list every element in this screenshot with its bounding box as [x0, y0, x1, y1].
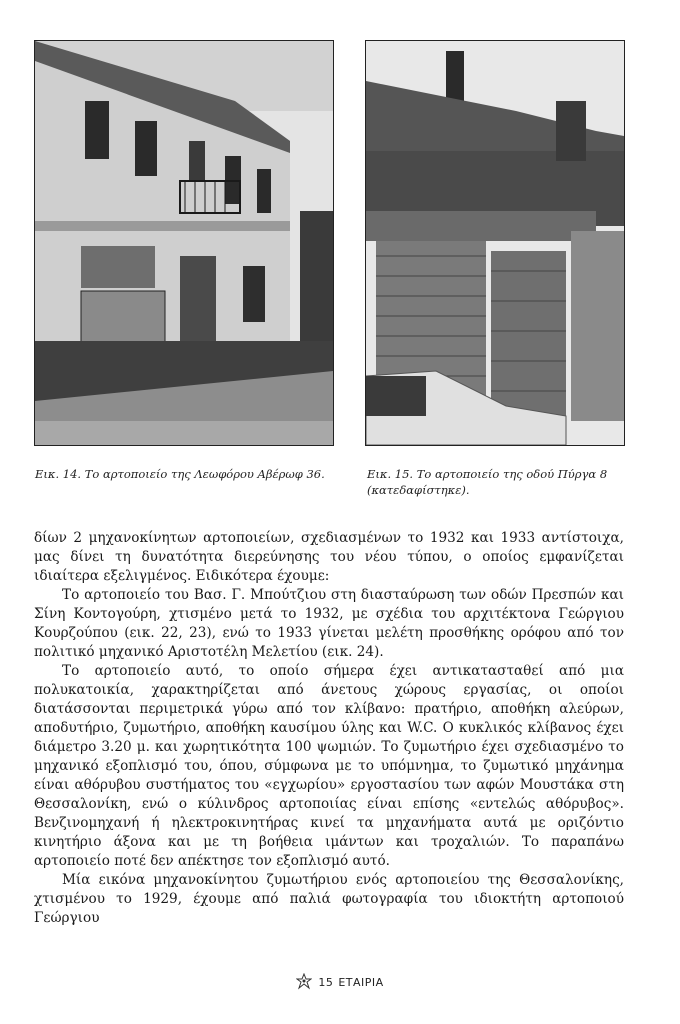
photo-bakery-pyrga-image: [366, 41, 624, 445]
footer-label: ΕΤΑΙΡΙΑ: [338, 975, 384, 989]
society-emblem-icon: [296, 973, 312, 991]
page-footer: [0, 973, 680, 991]
article-body: [34, 529, 624, 928]
paragraph: Το αρτοποιείο αυτό, το οποίο σήμερα έχει αντικατασταθεί από μια πολυκατοικία, χαρακτηρίζεται από άνετους χώρους εργασίας, οι οποίοι διατάσσονται περιμετρικά γύρω από τον κλίβανο: πρατήριο, αποθήκη αλεύρων, αποδυτήριο, ζυμωτήριο, αποθήκη καυσίμου ύλης και W.C. Ο κυκλικός κλίβανος έχει διάμετρο 3.20 μ. και χωρητικότητα 100 ψωμιών. Το ζυμωτήριο έχει σχεδιασμένο το μηχανικό εξοπλισμό του, όπου, σύμφωνα με το υπόμνημα, το ζυμωτικό μηχάνημα είναι αθόρυβου συστήματος του «εγχωρίου» εργοστασίου των αφών Μουστάκα στη Θεσσαλονίκη, ενώ ο κύλινδρος αρτοποιίας είναι επίσης «εντελώς αθόρυβος». Βενζινομηχανή ή ηλεκτροκινητήρας κινεί τα μηχανήματα αυτά με οριζόντιο κινητήριο άξονα και με τη βοήθεια ιμάντων και τροχαλιών. Το παραπάνω αρτοποιείο ποτέ δεν απέκτησε τον εξοπλισμό αυτό.: [34, 663, 624, 869]
paragraph: Μία εικόνα μηχανοκίνητου ζυμωτήριου ενός αρτοποιείου της Θεσσαλονίκης, χτισμένου το 1929, έχουμε από παλιά φωτογραφία του ιδιοκτήτη αρτοποιού Γεώργιου: [34, 872, 624, 926]
figure-caption-14: Εικ. 14. Το αρτοποιείο της Λεωφόρου Αβέρωφ 36.: [35, 467, 325, 481]
photo-bakery-averof: [34, 40, 334, 446]
paragraph: δίων 2 μηχανοκίνητων αρτοποιείων, σχεδιασμένων το 1932 και 1933 αντίστοιχα, μας δίνει τη δυνατότητα διερεύνησης του νέου τύπου, ο οποίος εμφανίζεται ιδιαίτερα εξελιγμένος. Ειδικότερα έχουμε:: [34, 530, 624, 584]
paragraph: Το αρτοποιείο του Βασ. Γ. Μπούτζιου στη διασταύρωση των οδών Πρεσπών και Σίνη Κοντογούρη, χτισμένο μετά το 1932, με σχέδια του αρχιτέκτονα Γεώργιου Κουρζούπου (εικ. 22, 23), ενώ το 1933 γίνεται μελέτη προσθήκης ορόφου από τον πολιτικό μηχανικό Αριστοτέλη Μελετίου (εικ. 24).: [34, 587, 624, 660]
figure-caption-15: Εικ. 15. Το αρτοποιείο της οδού Πύργα 8 (κατεδαφίστηκε).: [367, 467, 608, 497]
photo-bakery-averof-image: [35, 41, 333, 445]
photo-bakery-pyrga: [365, 40, 625, 446]
page-number: 15: [318, 975, 334, 989]
